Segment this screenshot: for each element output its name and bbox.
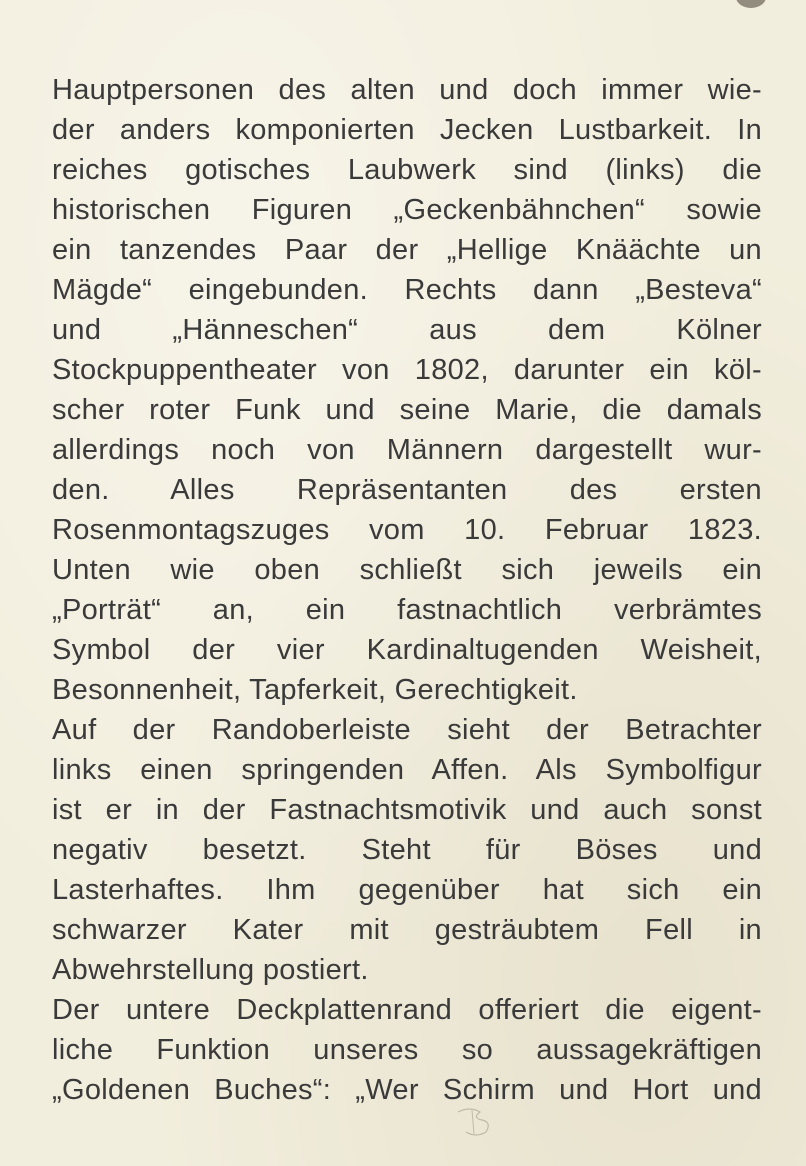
text-line-21: Lasterhaftes. Ihm gegenüber hat sich ein <box>52 874 762 906</box>
text-line-5: ein tanzendes Paar der „Hellige Knäächte un <box>52 234 762 266</box>
text-line-9: scher roter Funk und seine Marie, die damals <box>52 394 762 426</box>
text-line-13: Unten wie oben schließt sich jeweils ein <box>52 554 762 586</box>
text-line-3: reiches gotisches Laubwerk sind (links) die <box>52 154 762 186</box>
text-line-7: und „Hänneschen“ aus dem Kölner <box>52 314 762 346</box>
text-line-2: der anders komponierten Jecken Lustbarkeit. In <box>52 114 762 146</box>
text-line-14: „Porträt“ an, ein fastnachtlich verbrämtes <box>52 594 762 626</box>
text-line-20: negativ besetzt. Steht für Böses und <box>52 834 762 866</box>
text-line-1: Hauptpersonen des alten und doch immer wie- <box>52 74 762 106</box>
text-line-26: „Goldenen Buches“: „Wer Schirm und Hort und <box>52 1074 762 1106</box>
text-line-17: Auf der Randoberleiste sieht der Betrachter <box>52 714 762 746</box>
text-line-10: allerdings noch von Männern dargestellt wur- <box>52 434 762 466</box>
pencil-scribble-mark <box>452 1104 500 1140</box>
text-line-4: historischen Figuren „Geckenbähnchen“ sowie <box>52 194 762 226</box>
text-line-25: liche Funktion unseres so aussagekräftigen <box>52 1034 762 1066</box>
text-line-18: links einen springenden Affen. Als Symbolfigur <box>52 754 762 786</box>
text-line-8: Stockpuppentheater von 1802, darunter ein köl- <box>52 354 762 386</box>
text-line-12: Rosenmontagszuges vom 10. Februar 1823. <box>52 514 762 546</box>
text-line-16: Besonnenheit, Tapferkeit, Gerechtigkeit. <box>52 674 578 706</box>
text-line-6: Mägde“ eingebunden. Rechts dann „Besteva“ <box>52 274 762 306</box>
text-line-24: Der untere Deckplattenrand offeriert die eigent- <box>52 994 762 1026</box>
text-line-19: ist er in der Fastnachtsmotivik und auch sonst <box>52 794 762 826</box>
text-line-22: schwarzer Kater mit gesträubtem Fell in <box>52 914 762 946</box>
body-text <box>52 70 762 1110</box>
text-line-11: den. Alles Repräsentanten des ersten <box>52 474 762 506</box>
page-corner-mark <box>736 0 766 8</box>
text-line-15: Symbol der vier Kardinaltugenden Weisheit, <box>52 634 762 666</box>
text-line-23: Abwehrstellung postiert. <box>52 954 369 986</box>
